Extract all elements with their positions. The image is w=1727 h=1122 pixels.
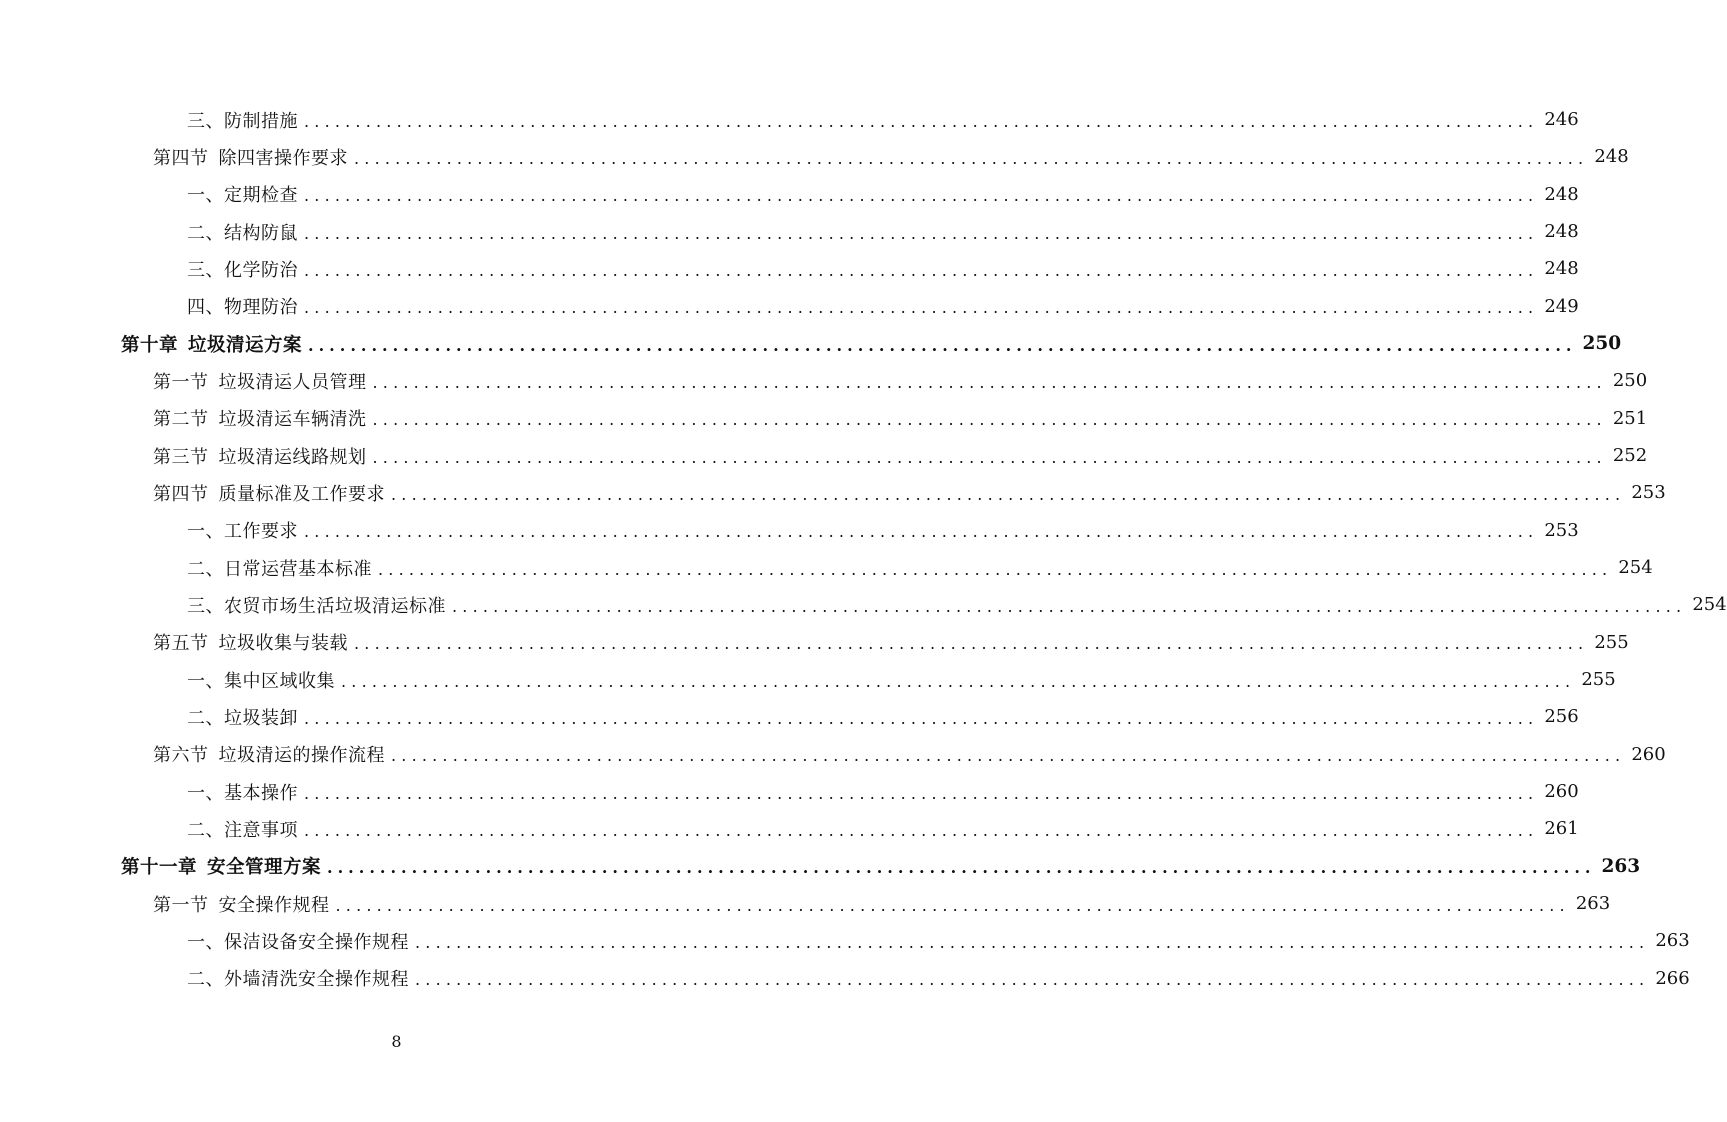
toc-entry-prefix: 二、 bbox=[187, 222, 224, 244]
toc-entry-title bbox=[187, 181, 298, 207]
toc-entry-title bbox=[121, 331, 302, 357]
toc-entry-title bbox=[187, 704, 298, 730]
toc-entry-prefix: 第四节 bbox=[153, 483, 209, 505]
toc-entry-text: 垃圾收集与装载 bbox=[218, 633, 348, 655]
toc-entry[interactable] bbox=[0, 960, 1690, 997]
toc-entry[interactable] bbox=[0, 512, 1579, 549]
toc-entry-title bbox=[153, 480, 385, 506]
toc-entry-page: 260 bbox=[1631, 743, 1666, 765]
toc-entry-title bbox=[187, 667, 335, 693]
toc-entry[interactable] bbox=[0, 773, 1579, 810]
toc-entry-page: 255 bbox=[1594, 631, 1629, 653]
toc-entry-page: 263 bbox=[1575, 893, 1611, 915]
toc-entry-page: 261 bbox=[1544, 818, 1579, 840]
toc-entry-page: 249 bbox=[1544, 295, 1579, 317]
toc-entry-title bbox=[153, 891, 330, 917]
toc-entry[interactable] bbox=[0, 624, 1629, 661]
toc-dot-leader: ........................................................................................................................ bbox=[415, 970, 1650, 990]
table-of-contents bbox=[0, 101, 1727, 997]
toc-dot-leader: ........................................................................................................................ bbox=[304, 708, 1539, 728]
toc-entry-text: 外墙清洗安全操作规程 bbox=[224, 969, 409, 991]
toc-entry-prefix: 一、 bbox=[187, 521, 224, 543]
toc-dot-leader: ........................................................................................................................ bbox=[372, 372, 1607, 392]
toc-dot-leader: ........................................................................................................................ bbox=[304, 223, 1539, 243]
page-number: 8 bbox=[391, 1032, 402, 1051]
toc-entry[interactable] bbox=[0, 176, 1579, 213]
toc-entry[interactable] bbox=[0, 101, 1579, 138]
toc-entry-text: 注意事项 bbox=[224, 819, 298, 841]
toc-entry[interactable] bbox=[0, 325, 1622, 362]
toc-entry-title bbox=[121, 853, 321, 879]
toc-entry-prefix: 二、 bbox=[187, 969, 224, 991]
toc-entry-prefix: 二、 bbox=[187, 558, 224, 580]
toc-entry-title bbox=[187, 816, 298, 842]
toc-entry[interactable] bbox=[0, 549, 1653, 586]
toc-dot-leader: ........................................................................................................................ bbox=[304, 298, 1539, 318]
toc-entry-text: 农贸市场生活垃圾清运标准 bbox=[224, 595, 446, 617]
toc-entry-page: 250 bbox=[1582, 333, 1622, 355]
toc-dot-leader: ........................................................................................................................ bbox=[304, 820, 1539, 840]
toc-entry-prefix: 第十一章 bbox=[121, 857, 198, 879]
toc-entry-text: 除四害操作要求 bbox=[218, 147, 348, 169]
toc-entry-page: 253 bbox=[1544, 519, 1579, 541]
toc-entry-prefix: 第四节 bbox=[153, 147, 209, 169]
toc-dot-leader: ........................................................................................................................ bbox=[327, 858, 1596, 878]
toc-entry-page: 263 bbox=[1601, 855, 1641, 877]
toc-entry-page: 248 bbox=[1544, 183, 1579, 205]
toc-dot-leader: ........................................................................................................................ bbox=[341, 671, 1576, 691]
toc-entry-text: 垃圾清运人员管理 bbox=[218, 371, 367, 393]
toc-dot-leader: ........................................................................................................................ bbox=[415, 932, 1650, 952]
toc-entry-prefix: 第六节 bbox=[153, 745, 209, 767]
toc-entry-page: 255 bbox=[1581, 669, 1616, 691]
toc-dot-leader: ........................................................................................................................ bbox=[308, 335, 1577, 355]
toc-entry-page: 250 bbox=[1612, 370, 1648, 392]
toc-entry[interactable] bbox=[0, 736, 1666, 773]
toc-entry-text: 垃圾装卸 bbox=[224, 707, 298, 729]
toc-entry-text: 基本操作 bbox=[224, 782, 298, 804]
toc-entry-prefix: 三、 bbox=[187, 595, 224, 617]
toc-entry[interactable] bbox=[0, 848, 1641, 885]
toc-entry[interactable] bbox=[0, 586, 1727, 623]
toc-entry-prefix: 一、 bbox=[187, 931, 224, 953]
toc-entry-prefix: 第一节 bbox=[153, 894, 209, 916]
toc-entry-page: 254 bbox=[1618, 557, 1653, 579]
toc-entry-title bbox=[187, 779, 298, 805]
toc-entry-title bbox=[187, 219, 298, 245]
toc-entry-title bbox=[153, 405, 367, 431]
toc-entry[interactable] bbox=[0, 250, 1579, 287]
toc-dot-leader: ........................................................................................................................ bbox=[378, 559, 1613, 579]
toc-entry-title bbox=[187, 107, 298, 133]
toc-entry-page: 248 bbox=[1544, 221, 1579, 243]
toc-entry-page: 252 bbox=[1612, 445, 1648, 467]
toc-dot-leader: ........................................................................................................................ bbox=[304, 522, 1539, 542]
toc-entry-page: 254 bbox=[1692, 594, 1727, 616]
toc-dot-leader: ........................................................................................................................ bbox=[304, 186, 1539, 206]
toc-dot-leader: ........................................................................................................................ bbox=[304, 260, 1539, 280]
toc-dot-leader: ........................................................................................................................ bbox=[372, 410, 1607, 430]
toc-entry-title bbox=[187, 293, 298, 319]
toc-entry-prefix: 第二节 bbox=[153, 409, 209, 431]
toc-entry-prefix: 一、 bbox=[187, 185, 224, 207]
toc-entry[interactable] bbox=[0, 661, 1616, 698]
toc-entry-title bbox=[153, 741, 385, 767]
toc-entry-text: 定期检查 bbox=[224, 185, 298, 207]
toc-entry-title bbox=[187, 517, 298, 543]
toc-entry[interactable] bbox=[0, 922, 1690, 959]
toc-dot-leader: ........................................................................................................................ bbox=[354, 634, 1589, 654]
toc-entry[interactable] bbox=[0, 698, 1579, 735]
toc-entry[interactable] bbox=[0, 362, 1648, 399]
toc-dot-leader: ........................................................................................................................ bbox=[354, 148, 1589, 168]
toc-entry-text: 工作要求 bbox=[224, 521, 298, 543]
toc-entry-prefix: 二、 bbox=[187, 707, 224, 729]
toc-entry[interactable] bbox=[0, 400, 1648, 437]
toc-entry-text: 垃圾清运方案 bbox=[188, 334, 303, 356]
toc-dot-leader: ........................................................................................................................ bbox=[372, 447, 1607, 467]
toc-entry-title bbox=[153, 443, 367, 469]
toc-entry-prefix: 第十章 bbox=[121, 334, 179, 356]
toc-entry-title bbox=[153, 144, 348, 170]
toc-dot-leader: ........................................................................................................................ bbox=[304, 111, 1539, 131]
toc-entry-title bbox=[187, 555, 372, 581]
toc-entry-text: 结构防鼠 bbox=[224, 222, 298, 244]
toc-entry-page: 248 bbox=[1544, 258, 1579, 280]
toc-entry[interactable] bbox=[0, 810, 1579, 847]
toc-entry-prefix: 三、 bbox=[187, 110, 224, 132]
toc-entry-text: 保洁设备安全操作规程 bbox=[224, 931, 409, 953]
toc-dot-leader: ........................................................................................................................ bbox=[452, 596, 1687, 616]
toc-entry[interactable] bbox=[0, 885, 1611, 922]
toc-entry[interactable] bbox=[0, 288, 1579, 325]
toc-entry[interactable] bbox=[0, 138, 1629, 175]
toc-entry-prefix: 第一节 bbox=[153, 371, 209, 393]
toc-entry-prefix: 一、 bbox=[187, 670, 224, 692]
toc-entry-text: 化学防治 bbox=[224, 259, 298, 281]
toc-entry-prefix: 第三节 bbox=[153, 446, 209, 468]
toc-entry-text: 安全操作规程 bbox=[218, 894, 330, 916]
toc-entry-text: 垃圾清运车辆清洗 bbox=[218, 409, 367, 431]
toc-entry[interactable] bbox=[0, 437, 1648, 474]
toc-dot-leader: ........................................................................................................................ bbox=[391, 484, 1626, 504]
toc-entry-text: 质量标准及工作要求 bbox=[218, 483, 385, 505]
toc-entry-text: 物理防治 bbox=[224, 297, 298, 319]
toc-entry-text: 防制措施 bbox=[224, 110, 298, 132]
toc-entry-text: 垃圾清运的操作流程 bbox=[218, 745, 385, 767]
toc-entry-prefix: 第五节 bbox=[153, 633, 209, 655]
toc-entry-page: 251 bbox=[1612, 407, 1648, 429]
toc-entry-page: 266 bbox=[1655, 967, 1690, 989]
toc-entry-title bbox=[187, 965, 409, 991]
toc-entry-page: 248 bbox=[1594, 146, 1629, 168]
toc-entry-text: 安全管理方案 bbox=[207, 857, 322, 879]
toc-entry-page: 260 bbox=[1544, 781, 1579, 803]
toc-entry-title bbox=[187, 256, 298, 282]
toc-entry-prefix: 四、 bbox=[187, 297, 224, 319]
toc-entry-title bbox=[153, 368, 367, 394]
toc-entry-page: 263 bbox=[1655, 930, 1690, 952]
toc-entry-title bbox=[187, 928, 409, 954]
toc-entry-page: 246 bbox=[1544, 109, 1579, 131]
toc-entry-prefix: 二、 bbox=[187, 819, 224, 841]
toc-entry[interactable] bbox=[0, 213, 1579, 250]
toc-entry-page: 253 bbox=[1631, 482, 1666, 504]
toc-entry-text: 日常运营基本标准 bbox=[224, 558, 372, 580]
toc-entry-title bbox=[153, 629, 348, 655]
toc-dot-leader: ........................................................................................................................ bbox=[335, 895, 1570, 915]
toc-entry-prefix: 三、 bbox=[187, 259, 224, 281]
toc-entry-prefix: 一、 bbox=[187, 782, 224, 804]
toc-entry-text: 垃圾清运线路规划 bbox=[218, 446, 367, 468]
toc-entry-page: 256 bbox=[1544, 706, 1579, 728]
toc-entry-text: 集中区域收集 bbox=[224, 670, 335, 692]
toc-dot-leader: ........................................................................................................................ bbox=[304, 783, 1539, 803]
toc-entry-title bbox=[187, 592, 446, 618]
toc-entry[interactable] bbox=[0, 474, 1666, 511]
toc-dot-leader: ........................................................................................................................ bbox=[391, 746, 1626, 766]
